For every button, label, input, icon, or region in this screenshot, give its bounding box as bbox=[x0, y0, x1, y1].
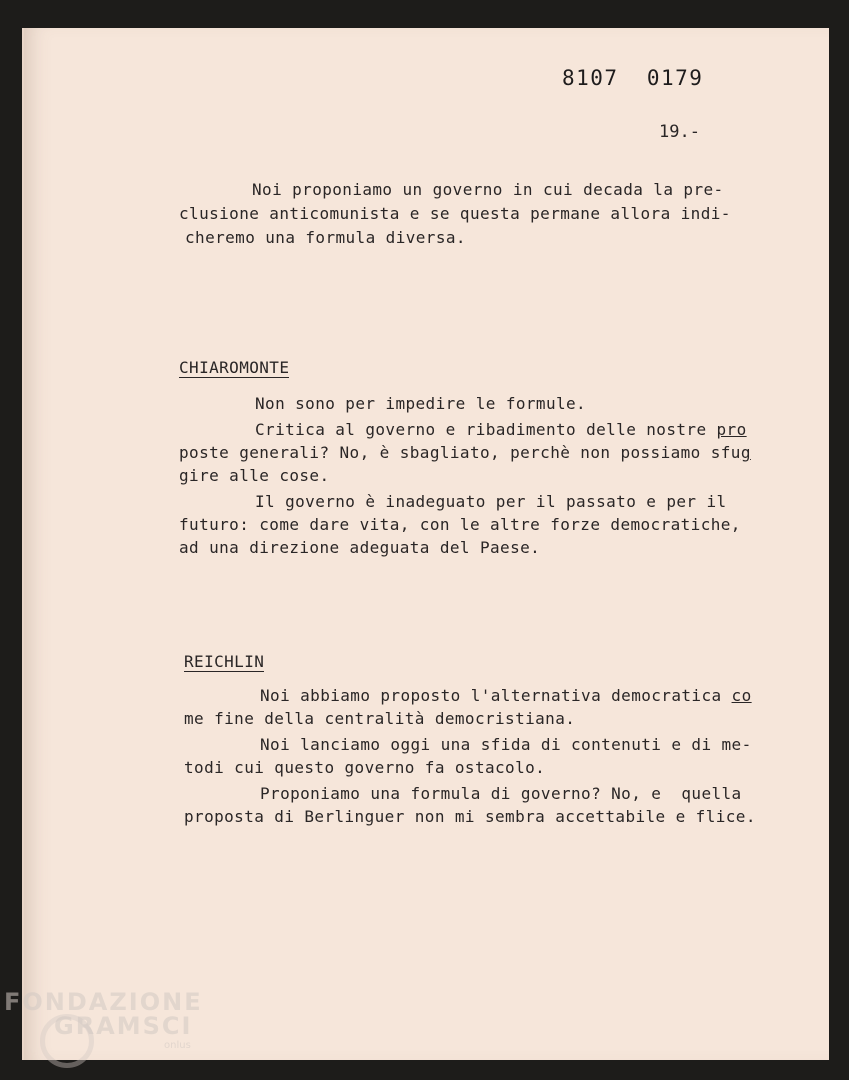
archive-code: 8107 0179 bbox=[562, 66, 704, 90]
logo-circle-icon bbox=[40, 1014, 94, 1068]
document-page bbox=[22, 28, 829, 1060]
underlined-text: g bbox=[740, 443, 751, 462]
text-segment: Noi abbiamo proposto l'alternativa democratica bbox=[260, 686, 732, 705]
paragraph-line: ad una direzione adeguata del Paese. bbox=[179, 538, 541, 557]
fondazione-gramsci-watermark bbox=[4, 988, 203, 1051]
paragraph-line: Noi proponiamo un governo in cui decada la pre- bbox=[252, 180, 724, 199]
speaker-name-reichlin: REICHLIN bbox=[184, 652, 265, 671]
paragraph-line: proposta di Berlinguer non mi sembra accettabile e flice. bbox=[184, 807, 756, 826]
paragraph-line bbox=[255, 420, 747, 440]
watermark-line: FONDAZIONE bbox=[4, 988, 203, 1016]
paragraph-line bbox=[179, 443, 751, 463]
paragraph-line: clusione anticomunista e se questa permane allora indi- bbox=[179, 204, 731, 223]
paragraph-line: gire alle cose. bbox=[179, 466, 330, 485]
text-segment: Critica al governo e ribadimento delle nostre bbox=[255, 420, 717, 439]
paragraph-line bbox=[260, 686, 752, 706]
underlined-text: co bbox=[731, 686, 752, 705]
paragraph-line: Noi lanciamo oggi una sfida di contenuti e di me- bbox=[260, 735, 752, 754]
underlined-text: pro bbox=[716, 420, 747, 439]
paragraph-line: futuro: come dare vita, con le altre forze democratiche, bbox=[179, 515, 741, 534]
page-number: 19.- bbox=[659, 122, 700, 142]
paragraph-line: Non sono per impedire le formule. bbox=[255, 394, 587, 413]
watermark-line: onlus bbox=[164, 1040, 191, 1051]
watermark-line: GRAMSCI bbox=[54, 1012, 193, 1040]
text-segment: poste generali? No, è sbagliato, perchè non possiamo sfu bbox=[179, 443, 741, 462]
paragraph-line: cheremo una formula diversa. bbox=[185, 228, 466, 247]
speaker-name-chiaromonte: CHIAROMONTE bbox=[179, 358, 290, 377]
paragraph-line: Proponiamo una formula di governo? No, e quella bbox=[260, 784, 742, 803]
paragraph-line: todi cui questo governo fa ostacolo. bbox=[184, 758, 546, 777]
paragraph-line: Il governo è inadeguato per il passato e per il bbox=[255, 492, 727, 511]
paragraph-line: me fine della centralità democristiana. bbox=[184, 709, 576, 728]
